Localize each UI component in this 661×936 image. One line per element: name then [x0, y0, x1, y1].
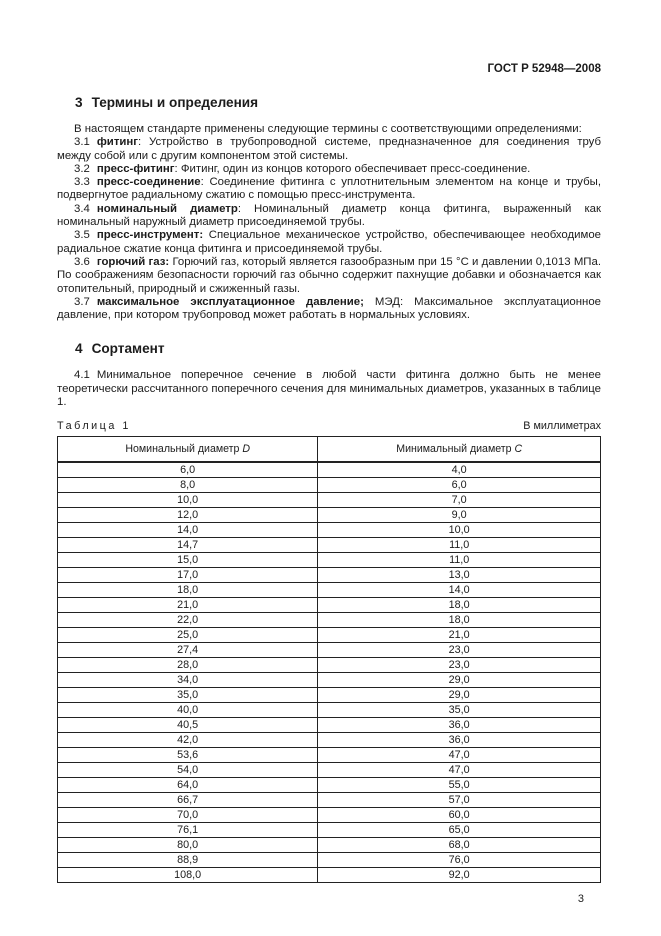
paragraph-text: Минимальное поперечное сечение в любой части фитинга должно быть не менее теоретически рассчитанного поперечного сечения для минимальных диаметров, указанных в таблице 1.: [57, 369, 601, 409]
cell-minimal-diameter: 36,0: [318, 733, 601, 748]
term-text: Горючий газ, который является газообразным при 15 °С и давлении 0,1013 МПа. По соображениям безопасности горючий газ обычно содержит пахнущие добавки и обозначается как отопительный, природный и сжиженный газы.: [57, 255, 601, 295]
term-text: : Номинальный диаметр конца фитинга, выраженный как номинальный наружный диаметр присоединяемой трубы.: [57, 202, 601, 229]
table-row: [58, 793, 601, 808]
term-name: номинальный диаметр: [96, 202, 238, 215]
section-3-heading: [75, 95, 601, 110]
term-definition: [57, 229, 601, 256]
table-row: [58, 628, 601, 643]
term-number: 3.1: [74, 136, 90, 149]
section-4-heading: [75, 341, 601, 356]
cell-nominal-diameter: 25,0: [58, 628, 318, 643]
diameters-table: [57, 436, 601, 883]
cell-minimal-diameter: 11,0: [318, 538, 601, 553]
cell-nominal-diameter: 80,0: [58, 838, 318, 853]
cell-nominal-diameter: 14,0: [58, 523, 318, 538]
term-number: 3.7: [74, 295, 90, 308]
term-number: 3.3: [74, 176, 90, 189]
table-row: [58, 808, 601, 823]
term-definition: [57, 136, 601, 163]
cell-nominal-diameter: 40,5: [58, 718, 318, 733]
table-row: [58, 508, 601, 523]
cell-nominal-diameter: 40,0: [58, 703, 318, 718]
cell-minimal-diameter: 14,0: [318, 583, 601, 598]
table-row: [58, 778, 601, 793]
term-definition: [57, 163, 601, 176]
cell-nominal-diameter: 53,6: [58, 748, 318, 763]
cell-minimal-diameter: 6,0: [318, 478, 601, 493]
table-row: [58, 568, 601, 583]
cell-nominal-diameter: 42,0: [58, 733, 318, 748]
table-row: [58, 493, 601, 508]
table-row: [58, 478, 601, 493]
document-code: ГОСТ Р 52948—2008: [487, 63, 601, 75]
cell-nominal-diameter: 27,4: [58, 643, 318, 658]
cell-minimal-diameter: 7,0: [318, 493, 601, 508]
cell-minimal-diameter: 36,0: [318, 718, 601, 733]
diameter-symbol: D: [242, 443, 251, 456]
table-row: [58, 643, 601, 658]
cell-nominal-diameter: 34,0: [58, 673, 318, 688]
table-row: [58, 763, 601, 778]
cell-nominal-diameter: 76,1: [58, 823, 318, 838]
term-number: 3.2: [74, 162, 90, 175]
cell-minimal-diameter: 60,0: [318, 808, 601, 823]
cell-nominal-diameter: 14,7: [58, 538, 318, 553]
cell-minimal-diameter: 55,0: [318, 778, 601, 793]
section-3-number: 3: [75, 95, 83, 110]
table-row: [58, 523, 601, 538]
diameter-symbol: C: [514, 443, 523, 456]
paragraph-number: 4.1: [74, 369, 90, 382]
cell-minimal-diameter: 11,0: [318, 553, 601, 568]
table-row: [58, 613, 601, 628]
term-text: Специальное механическое устройство, обеспечивающее необходимое радиальное сжатие конца фитинга и присоединяемой трубы.: [57, 229, 601, 255]
cell-minimal-diameter: 23,0: [318, 658, 601, 673]
table-row: [58, 598, 601, 613]
cell-minimal-diameter: 57,0: [318, 793, 601, 808]
section-3-title: Термины и определения: [91, 95, 259, 110]
cell-nominal-diameter: 15,0: [58, 553, 318, 568]
table-row: [58, 718, 601, 733]
table-caption-row: [57, 420, 601, 432]
table-row: [58, 553, 601, 568]
table-row: [58, 868, 601, 883]
column-header-nominal-diameter: Номинальный диаметр D: [58, 437, 318, 463]
table-units-label: В миллиметрах: [523, 420, 601, 433]
cell-nominal-diameter: 70,0: [58, 808, 318, 823]
cell-nominal-diameter: 64,0: [58, 778, 318, 793]
cell-minimal-diameter: 18,0: [318, 613, 601, 628]
table-header-row: [58, 437, 601, 463]
term-name: пресс-фитинг: [96, 162, 175, 175]
section-3-intro: В настоящем стандарте применены следующие термины с соответствующими определениями:: [74, 123, 582, 135]
table-row: [58, 658, 601, 673]
cell-nominal-diameter: 21,0: [58, 598, 318, 613]
term-name: пресс-соединение: [96, 176, 201, 189]
term-text: : Соединение фитинга с уплотнительным элементом на конце и трубы, подвергнутое радиальному сжатию с помощью пресс-инструмента.: [57, 176, 601, 202]
cell-nominal-diameter: 22,0: [58, 613, 318, 628]
section-4-title: Сортамент: [91, 341, 165, 357]
table-row: [58, 838, 601, 853]
cell-minimal-diameter: 4,0: [318, 462, 601, 478]
term-definition: [57, 296, 601, 323]
cell-nominal-diameter: 10,0: [58, 493, 318, 508]
cell-nominal-diameter: 17,0: [58, 568, 318, 583]
cell-nominal-diameter: 54,0: [58, 763, 318, 778]
terms-list: [57, 136, 601, 322]
term-definition: [57, 256, 601, 296]
table-row: [58, 538, 601, 553]
cell-minimal-diameter: 21,0: [318, 628, 601, 643]
cell-nominal-diameter: 18,0: [58, 583, 318, 598]
table-row: [58, 748, 601, 763]
table-row: [58, 853, 601, 868]
term-number: 3.6: [74, 255, 90, 268]
cell-minimal-diameter: 18,0: [318, 598, 601, 613]
cell-minimal-diameter: 35,0: [318, 703, 601, 718]
term-number: 3.5: [74, 229, 90, 242]
term-number: 3.4: [74, 202, 90, 215]
table-row: [58, 583, 601, 598]
table-row: [58, 703, 601, 718]
cell-minimal-diameter: 76,0: [318, 853, 601, 868]
page-number: 3: [577, 893, 584, 906]
table-row: [58, 688, 601, 703]
term-name: максимальное эксплуатационное давление;: [96, 295, 364, 308]
cell-minimal-diameter: 10,0: [318, 523, 601, 538]
cell-minimal-diameter: 47,0: [318, 763, 601, 778]
cell-nominal-diameter: 35,0: [58, 688, 318, 703]
cell-nominal-diameter: 66,7: [58, 793, 318, 808]
term-name: горючий газ:: [96, 255, 170, 268]
cell-minimal-diameter: 47,0: [318, 748, 601, 763]
table-row: [58, 823, 601, 838]
cell-nominal-diameter: 88,9: [58, 853, 318, 868]
section-4-paragraph: [57, 369, 601, 409]
cell-nominal-diameter: 8,0: [58, 478, 318, 493]
cell-minimal-diameter: 65,0: [318, 823, 601, 838]
table-row: [58, 462, 601, 478]
cell-minimal-diameter: 13,0: [318, 568, 601, 583]
cell-minimal-diameter: 68,0: [318, 838, 601, 853]
term-text: : Фитинг, один из концов которого обеспечивает пресс-соединение.: [174, 162, 531, 175]
cell-minimal-diameter: 92,0: [318, 868, 601, 883]
column-header-minimal-diameter: Минимальный диаметр C: [318, 437, 601, 463]
cell-minimal-diameter: 29,0: [318, 688, 601, 703]
term-definition: [57, 203, 601, 230]
term-text: МЭД: Максимальное эксплуатационное давление, при котором трубопровод может работать в нормальных условиях.: [57, 295, 601, 322]
cell-minimal-diameter: 23,0: [318, 643, 601, 658]
cell-nominal-diameter: 108,0: [58, 868, 318, 883]
term-name: фитинг: [96, 136, 139, 149]
term-text: : Устройство в трубопроводной системе, предназначенное для соединения труб между собой или с другим компонентом этой системы.: [57, 136, 601, 162]
cell-minimal-diameter: 29,0: [318, 673, 601, 688]
table-row: [58, 673, 601, 688]
table-caption: Таблица 1: [57, 420, 131, 433]
table-row: [58, 733, 601, 748]
term-definition: [57, 176, 601, 203]
cell-nominal-diameter: 12,0: [58, 508, 318, 523]
cell-nominal-diameter: 6,0: [58, 462, 318, 478]
section-4-number: 4: [75, 341, 83, 357]
cell-minimal-diameter: 9,0: [318, 508, 601, 523]
term-name: пресс-инструмент:: [96, 229, 204, 242]
cell-nominal-diameter: 28,0: [58, 658, 318, 673]
